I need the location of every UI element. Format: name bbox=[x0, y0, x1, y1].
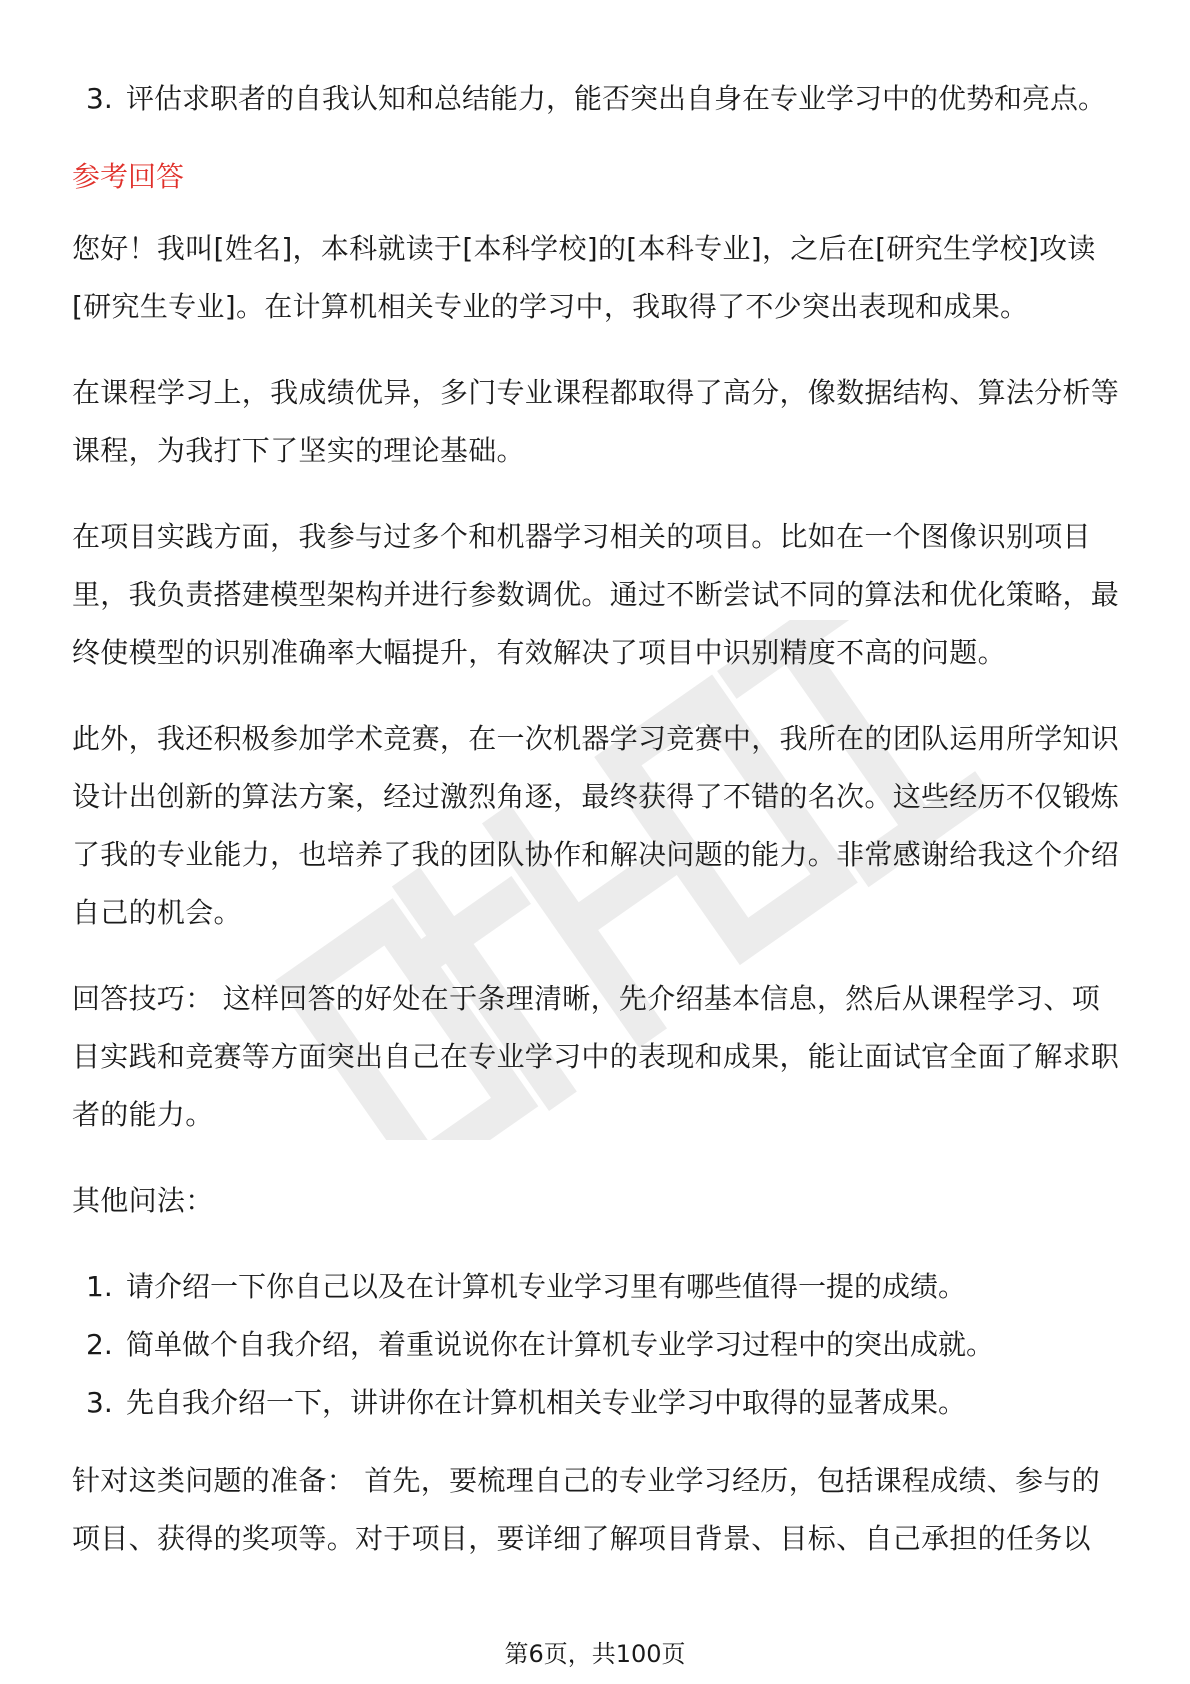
list-item bbox=[72, 1374, 1122, 1432]
list-item-number: 1. bbox=[86, 1270, 113, 1303]
other-questions-list bbox=[72, 1258, 1122, 1432]
preparation-paragraph: 针对这类问题的准备： 首先，要梳理自己的专业学习经历，包括课程成绩、参与的项目、获得的奖项等。对于项目，要详细了解项目背景、目标、自己承担的任务以 bbox=[72, 1464, 1101, 1555]
answer-paragraph-intro: 您好！我叫[姓名]，本科就读于[本科学校]的[本科专业]，之后在[研究生学校]攻读[研究生专业]。在计算机相关专业的学习中，我取得了不少突出表现和成果。 bbox=[72, 232, 1096, 323]
other-questions-heading: 其他问法： bbox=[72, 1184, 214, 1217]
document-content bbox=[72, 70, 1122, 1596]
answer-heading: 参考回答 bbox=[72, 160, 185, 193]
answer-paragraph-competitions: 此外，我还积极参加学术竞赛，在一次机器学习竞赛中，我所在的团队运用所学知识设计出创新的算法方案，经过激烈角逐，最终获得了不错的名次。这些经历不仅锻炼了我的专业能力，也培养了我的团队协作和解决问题的能力。非常感谢给我这个介绍自己的机会。 bbox=[72, 722, 1120, 929]
answer-tips-paragraph: 回答技巧： 这样回答的好处在于条理清晰，先介绍基本信息，然后从课程学习、项目实践和竞赛等方面突出自己在专业学习中的表现和成果，能让面试官全面了解求职者的能力。 bbox=[72, 982, 1120, 1131]
list-item bbox=[72, 1258, 1122, 1316]
list-item-number: 3. bbox=[86, 82, 113, 115]
list-item bbox=[72, 70, 1122, 128]
answer-paragraph-courses: 在课程学习上，我成绩优异，多门专业课程都取得了高分，像数据结构、算法分析等课程，为我打下了坚实的理论基础。 bbox=[72, 376, 1120, 467]
list-item-number: 3. bbox=[86, 1386, 113, 1419]
list-item-text: 评估求职者的自我认知和总结能力，能否突出自身在专业学习中的优势和亮点。 bbox=[126, 82, 1107, 115]
list-item bbox=[72, 1316, 1122, 1374]
list-item-text: 先自我介绍一下，讲讲你在计算机相关专业学习中取得的显著成果。 bbox=[126, 1386, 967, 1419]
evaluation-list bbox=[72, 70, 1122, 128]
page-number-footer: 第6页，共100页 bbox=[504, 1640, 686, 1668]
answer-paragraph-projects: 在项目实践方面，我参与过多个和机器学习相关的项目。比如在一个图像识别项目里，我负责搭建模型架构并进行参数调优。通过不断尝试不同的算法和优化策略，最终使模型的识别准确率大幅提升，有效解决了项目中识别精度不高的问题。 bbox=[72, 520, 1120, 669]
list-item-number: 2. bbox=[86, 1328, 113, 1361]
list-item-text: 简单做个自我介绍，着重说说你在计算机专业学习过程中的突出成就。 bbox=[126, 1328, 995, 1361]
list-item-text: 请介绍一下你自己以及在计算机专业学习里有哪些值得一提的成绩。 bbox=[126, 1270, 967, 1303]
